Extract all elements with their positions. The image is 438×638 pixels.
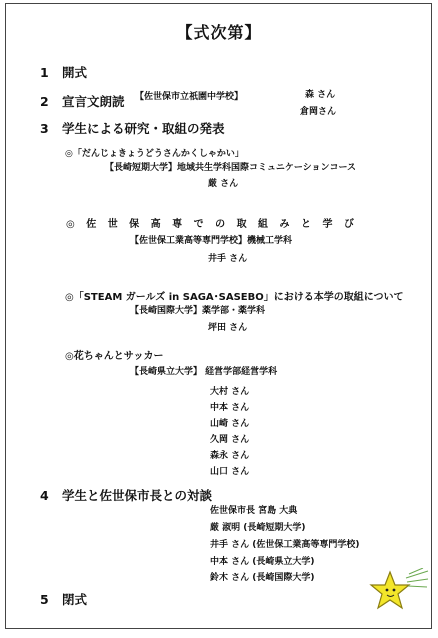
presentation-affiliation: 【佐世保工業高等専門学校】機械工学科	[130, 236, 293, 246]
presentation-topic: ◎ 佐 世 保 高 専 で の 取 組 み と 学 び	[66, 219, 358, 230]
presenter-name: 山口 さん	[210, 467, 250, 477]
section-label: 学生による研究・取組の発表	[62, 121, 225, 136]
declaration-name: 倉岡さん	[300, 107, 337, 117]
presenter-name: 厳 さん	[208, 179, 239, 189]
section-number: 2	[40, 94, 49, 109]
page-title: 【式次第】	[176, 23, 262, 42]
section-1	[40, 63, 87, 81]
dialogue-participant: 鈴木 さん (長崎国際大学)	[210, 573, 315, 583]
section-number: 4	[40, 488, 49, 503]
dialogue-participant: 佐世保市長 宮島 大典	[210, 506, 298, 516]
section-label: 学生と佐世保市長との対談	[62, 488, 213, 503]
presenter-name: 大村 さん	[210, 387, 250, 397]
dialogue-participant: 厳 淑明 (長崎短期大学)	[210, 523, 306, 533]
presenter-name: 坪田 さん	[208, 323, 248, 333]
star-eye	[386, 589, 389, 592]
presentation-affiliation: 【長崎県立大学】 経営学部経営学科	[130, 367, 278, 377]
star-body	[371, 572, 409, 608]
presentation-topic: ◎花ちゃんとサッカー	[65, 351, 164, 362]
presentation-affiliation: 【長崎国際大学】薬学部・薬学科	[130, 306, 266, 316]
section-3	[40, 119, 225, 137]
section-4	[40, 486, 212, 504]
presentation-affiliation: 【長崎短期大学】地域共生学科国際コミュニケーションコース	[105, 163, 357, 173]
presenter-name: 森永 さん	[210, 451, 250, 461]
star-eye	[393, 589, 396, 592]
dialogue-participant: 中本 さん (長崎県立大学)	[210, 557, 315, 567]
section-number: 5	[40, 592, 49, 607]
presentation-topic: ◎「STEAM ガールズ in SAGA･SASEBO」における本学の取組について	[65, 292, 404, 303]
section-5	[40, 590, 87, 608]
section-number: 3	[40, 121, 49, 136]
declaration-school: 【佐世保市立祇園中学校】	[135, 92, 244, 102]
presentation-topic: ◎「だんじょきょうどうさんかくしゃかい」	[65, 149, 244, 159]
presenter-name: 山崎 さん	[210, 419, 250, 429]
declaration-name: 森 さん	[305, 90, 336, 100]
star-trail	[406, 568, 428, 587]
section-label: 開式	[62, 65, 88, 80]
section-label: 閉式	[62, 592, 88, 607]
section-2	[40, 92, 125, 110]
presenter-name: 中本 さん	[210, 403, 250, 413]
presenter-name: 井手 さん	[208, 254, 248, 264]
star-mascot-icon	[368, 568, 430, 618]
section-number: 1	[40, 65, 49, 80]
presenter-name: 久岡 さん	[210, 435, 250, 445]
dialogue-participant: 井手 さん (佐世保工業高等専門学校)	[210, 540, 360, 550]
section-label: 宣言文朗読	[62, 94, 125, 109]
